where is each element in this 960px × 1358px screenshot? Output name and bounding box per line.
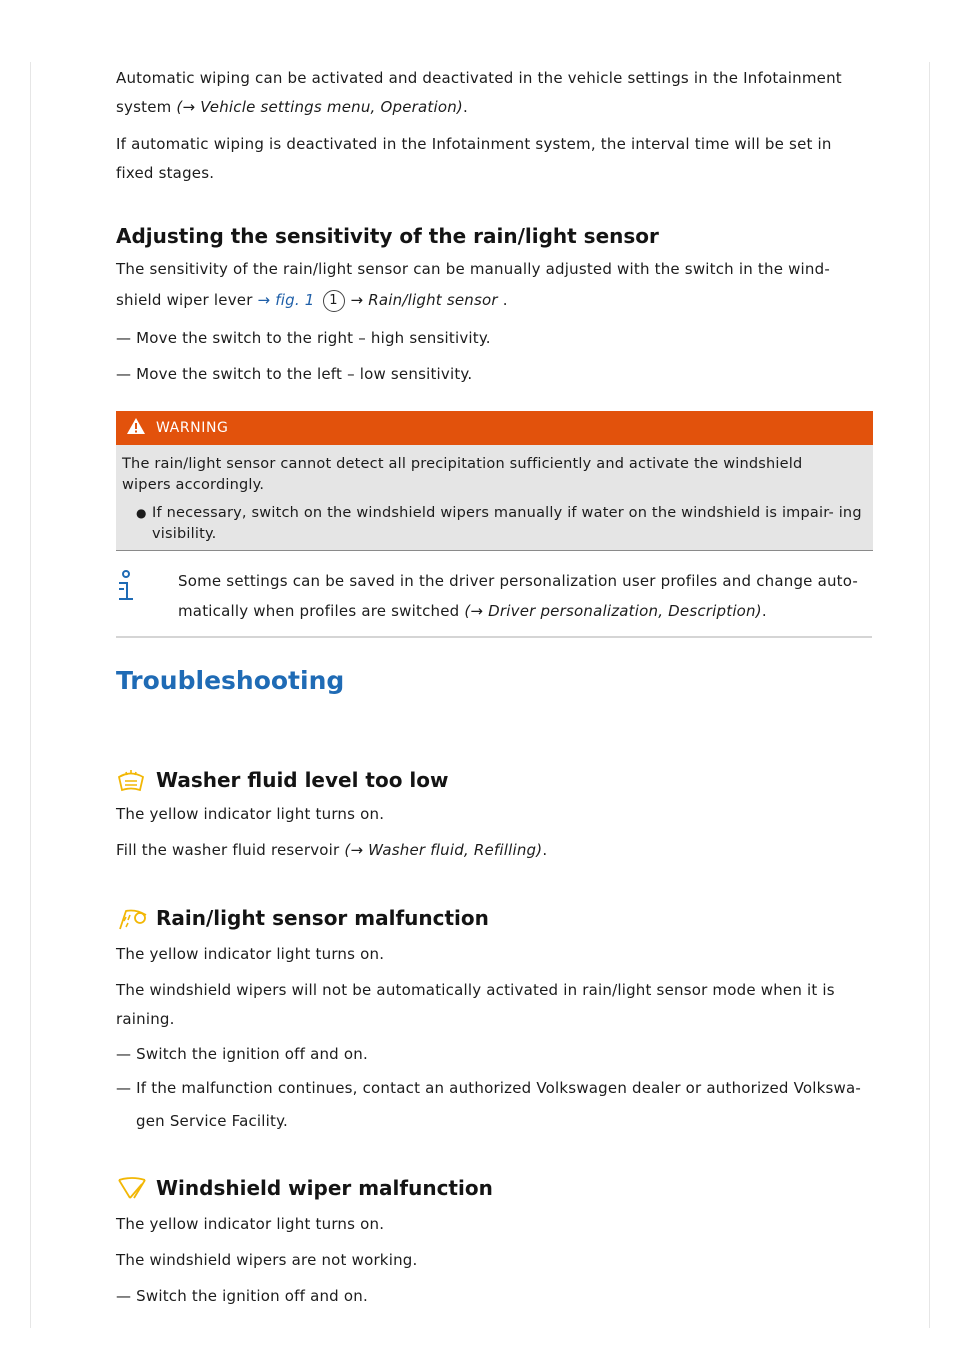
- warning-bullet: [122, 503, 867, 545]
- intro-section: [116, 64, 872, 188]
- rain-light-sensor-icon: [116, 905, 150, 931]
- sensitivity-section: [116, 222, 872, 389]
- step-left: — Move the switch to the left – low sensitivity.: [116, 365, 473, 383]
- warning-label: WARNING: [156, 420, 229, 436]
- intro-paragraph-2: If automatic wiping is deactivated in the Infotainment system, the interval time will be set in fixed stages.: [116, 135, 832, 182]
- sensitivity-text: The sensitivity of the rain/light sensor can be manually adjusted with the switch in the wind- shield wiper lever → fig. 1 1 → Rain/light sensor .: [116, 254, 856, 316]
- wiper-line-2: The windshield wipers are not working.: [116, 1251, 418, 1269]
- sensor-line-1: The yellow indicator light turns on.: [116, 945, 385, 963]
- section-divider: [116, 636, 872, 638]
- warning-header: [116, 411, 873, 445]
- note-section: [116, 566, 872, 626]
- step-right: — Move the switch to the right – high sensitivity.: [116, 329, 491, 347]
- rain-light-sensor-link[interactable]: → Rain/light sensor: [350, 291, 498, 309]
- driver-personalization-link[interactable]: (→ Driver personalization, Description): [464, 602, 762, 620]
- wiper-section: [116, 1174, 872, 1311]
- sensor-section: [116, 904, 872, 1136]
- sensor-step-1: — Switch the ignition off and on.: [116, 1045, 368, 1063]
- sensor-step-2b: gen Service Facility.: [136, 1112, 289, 1130]
- intro-paragraph-1: Automatic wiping can be activated and deactivated in the vehicle settings in the Infotainment system (→ Vehicle settings menu, Operation).: [116, 69, 842, 116]
- fig-link[interactable]: → fig. 1: [257, 291, 315, 309]
- bullet-icon: ●: [136, 506, 147, 520]
- washer-line-1: The yellow indicator light turns on.: [116, 805, 385, 823]
- sensitivity-heading: Adjusting the sensitivity of the rain/light sensor: [116, 224, 659, 248]
- washer-heading: Washer fluid level too low: [156, 768, 449, 792]
- sensor-heading: Rain/light sensor malfunction: [156, 906, 489, 930]
- warning-text: The rain/light sensor cannot detect all precipitation sufficiently and activate the windshield wipers accordingly.: [122, 456, 803, 493]
- note-text: Some settings can be saved in the driver personalization user profiles and change auto- matically when profiles are switched (→ Driver personalization, Description).: [178, 572, 859, 620]
- wiper-heading: Windshield wiper malfunction: [156, 1176, 493, 1200]
- sensor-step-2a: — If the malfunction continues, contact an authorized Volkswagen dealer or authorized Volkswa-: [116, 1079, 861, 1097]
- warning-triangle-icon: [126, 417, 156, 439]
- troubleshooting-title-wrap: [116, 664, 872, 698]
- washer-section: [116, 766, 872, 865]
- warning-bullet-text: If necessary, switch on the windshield wipers manually if water on the windshield is impair- ing visibility.: [152, 505, 862, 542]
- washer-fluid-icon: [116, 767, 150, 793]
- sensor-header: [116, 904, 872, 932]
- sensor-line-2: The windshield wipers will not be automatically activated in rain/light sensor mode when it is raining.: [116, 981, 835, 1028]
- warning-body: [116, 445, 873, 551]
- wiper-step-1: — Switch the ignition off and on.: [116, 1287, 368, 1305]
- wiper-line-1: The yellow indicator light turns on.: [116, 1215, 385, 1233]
- washer-line-2: Fill the washer fluid reservoir (→ Washer fluid, Refilling).: [116, 841, 548, 859]
- info-icon: [116, 569, 136, 607]
- page-border-left: [30, 62, 31, 1328]
- wiper-header: [116, 1174, 872, 1202]
- warning-box: [116, 411, 873, 551]
- washer-fluid-refilling-link[interactable]: (→ Washer fluid, Refilling): [344, 841, 543, 859]
- page-border-right: [929, 62, 930, 1328]
- washer-header: [116, 766, 872, 794]
- troubleshooting-title: Troubleshooting: [116, 666, 345, 695]
- vehicle-settings-link[interactable]: (→ Vehicle settings menu, Operation): [176, 98, 463, 116]
- callout-number: 1: [323, 290, 345, 312]
- wiper-icon: [116, 1175, 150, 1201]
